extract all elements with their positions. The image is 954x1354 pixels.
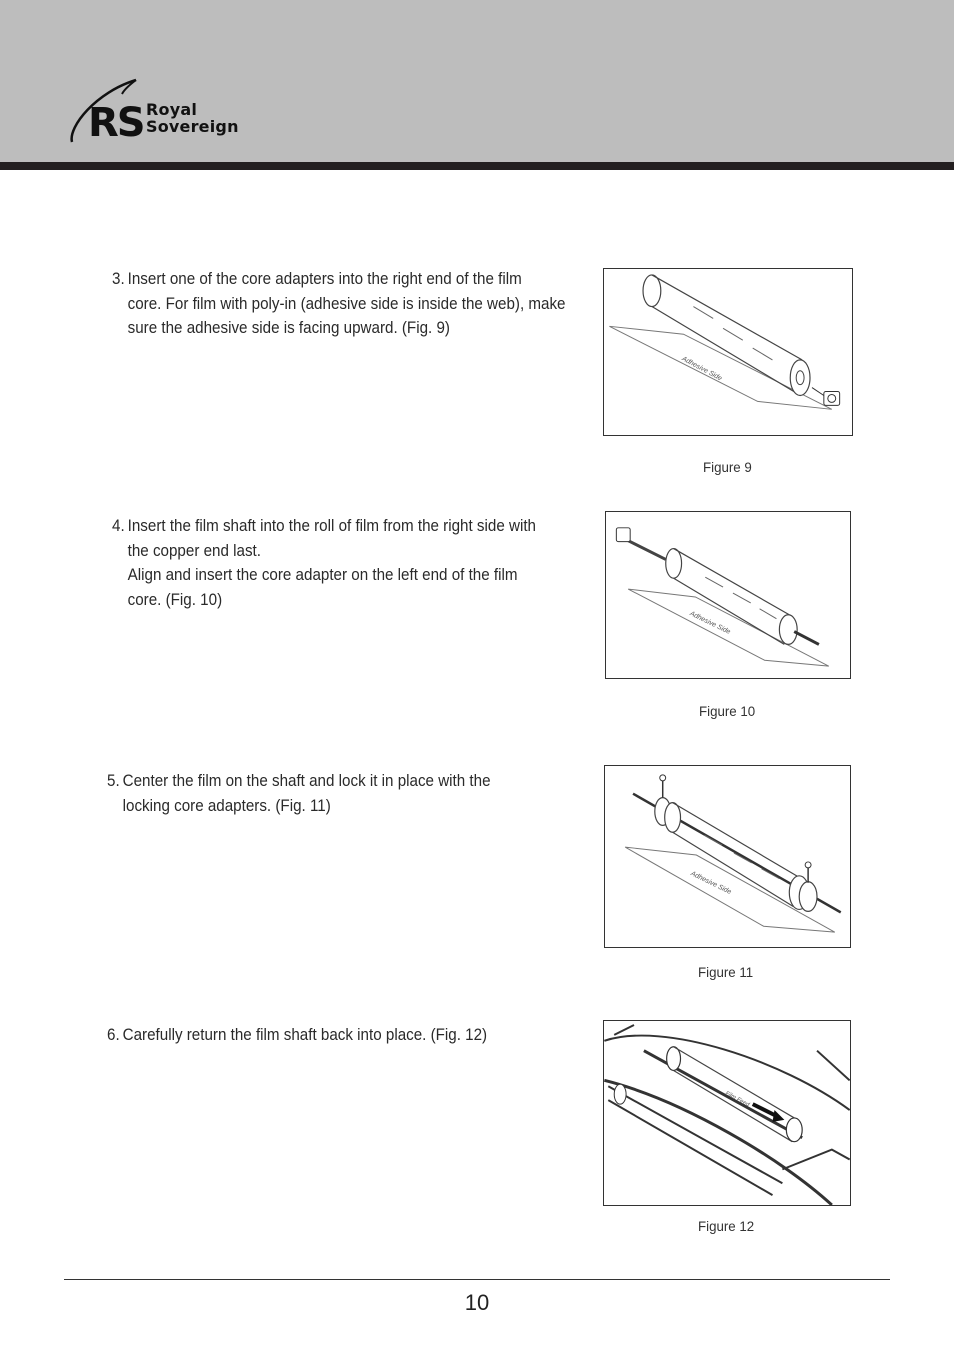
step-number: 4. [112,517,125,535]
step-text-line: core. For film with poly-in (adhesive side is inside the web), make [127,294,566,313]
page-header [0,0,954,162]
step-3-instruction [112,267,566,341]
step-text-line: the copper end last. [127,541,261,560]
footer-divider [64,1279,890,1280]
logo-word-sovereign: Sovereign [146,117,239,136]
figure-12-illustration [603,1020,851,1206]
step-number: 6. [107,1026,120,1044]
logo-initials: RS [88,100,144,146]
step-text-line: Carefully return the film shaft back into place. (Fig. 12) [122,1026,488,1044]
figure-10-film-label: Adhesive Side [688,610,732,636]
laminator-shaft-placement-drawing [604,1021,850,1205]
figure-10-illustration [605,511,851,679]
figure-9-caption: Figure 9 [703,459,752,475]
figure-11-film-label: Adhesive Side [689,870,733,896]
film-roll-with-adapter-drawing [604,269,852,435]
figure-11-caption: Figure 11 [698,964,754,980]
figure-9-illustration [603,268,853,436]
step-text-line: core. (Fig. 10) [127,591,223,610]
step-text-line: Align and insert the core adapter on the left end of the film [127,566,518,585]
step-text-line: Insert one of the core adapters into the right end of the film [127,270,522,288]
figure-10-caption: Figure 10 [699,703,756,719]
figure-9-film-label: Adhesive Side [680,355,723,383]
figure-12-caption: Figure 12 [698,1218,755,1234]
step-text-line: sure the adhesive side is facing upward. (Fig. 9) [127,319,450,338]
royal-sovereign-logo [66,72,266,152]
step-number: 5. [107,772,120,790]
logo-word-royal: Royal [146,100,198,119]
locking-core-adapters-drawing [605,766,850,947]
logo-wordmark [146,101,239,135]
page-number: 10 [464,1290,490,1315]
step-text-line: locking core adapters. (Fig. 11) [122,796,331,815]
figure-11-illustration [604,765,851,948]
step-number: 3. [112,270,125,288]
step-text-line: Center the film on the shaft and lock it in place with the [122,772,491,790]
step-4-instruction [112,514,536,613]
step-text-line: Insert the film shaft into the roll of film from the right side with [127,517,536,535]
step-6-instruction [107,1023,487,1048]
step-5-instruction [107,769,491,818]
figure-12-feed-label: Film Feed [724,1090,751,1109]
film-shaft-insertion-drawing [606,512,850,678]
header-divider-bar [0,162,954,170]
